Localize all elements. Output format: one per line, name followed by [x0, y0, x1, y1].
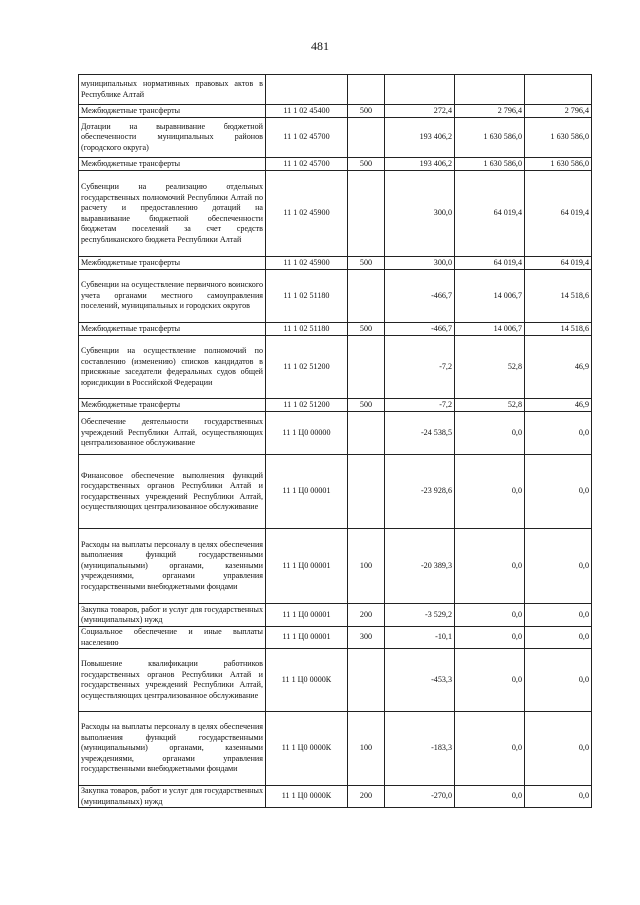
row-value-1-cell: 193 406,2 [385, 118, 455, 158]
row-value-2-cell: 64 019,4 [455, 171, 525, 257]
row-name-cell: Межбюджетные трансферты [79, 257, 266, 270]
row-code-cell: 11 1 02 51180 [266, 270, 348, 323]
row-value-1-cell: -24 538,5 [385, 412, 455, 455]
table-row [79, 270, 592, 323]
row-value-1-cell: -7,2 [385, 336, 455, 399]
row-expense-type-cell: 200 [348, 604, 385, 627]
row-expense-type-cell: 500 [348, 323, 385, 336]
row-name-cell: Закупка товаров, работ и услуг для государственных (муниципальных) нужд [79, 604, 266, 627]
row-value-2-cell: 1 630 586,0 [455, 158, 525, 171]
row-value-3-cell: 1 630 586,0 [525, 118, 592, 158]
table-row [79, 627, 592, 649]
row-expense-type-cell: 200 [348, 786, 385, 808]
table-row [79, 118, 592, 158]
row-value-3-cell: 0,0 [525, 604, 592, 627]
row-value-2-cell [455, 75, 525, 105]
row-value-1-cell [385, 75, 455, 105]
table-row [79, 75, 592, 105]
row-code-cell: 11 1 02 45900 [266, 257, 348, 270]
row-value-2-cell: 0,0 [455, 712, 525, 786]
table-row [79, 604, 592, 627]
row-value-3-cell: 0,0 [525, 786, 592, 808]
row-name-cell: Межбюджетные трансферты [79, 105, 266, 118]
row-value-1-cell: -23 928,6 [385, 455, 455, 529]
table-row [79, 336, 592, 399]
row-expense-type-cell [348, 455, 385, 529]
row-expense-type-cell: 500 [348, 399, 385, 412]
row-value-3-cell: 0,0 [525, 455, 592, 529]
row-name-cell: Расходы на выплаты персоналу в целях обеспечения выполнения функций государственными (муниципальными) органами, казенными учреждениями, органами управления государственными внебюджетными фондами [79, 529, 266, 604]
row-code-cell: 11 1 Ц0 0000К [266, 786, 348, 808]
row-expense-type-cell: 100 [348, 712, 385, 786]
row-expense-type-cell: 500 [348, 158, 385, 171]
row-name-cell: Социальное обеспечение и иные выплаты населению [79, 627, 266, 649]
row-value-2-cell: 52,8 [455, 399, 525, 412]
table-row [79, 412, 592, 455]
row-code-cell: 11 1 Ц0 00001 [266, 604, 348, 627]
row-expense-type-cell [348, 75, 385, 105]
row-name-cell: Финансовое обеспечение выполнения функций государственных органов Республики Алтай и государственных учреждений Республики Алтай, осуществляющих централизованное обслуживание [79, 455, 266, 529]
row-code-cell: 11 1 Ц0 00001 [266, 627, 348, 649]
row-code-cell: 11 1 02 45700 [266, 158, 348, 171]
row-code-cell: 11 1 02 45700 [266, 118, 348, 158]
row-value-1-cell: 300,0 [385, 257, 455, 270]
row-value-1-cell: -183,3 [385, 712, 455, 786]
row-value-3-cell: 0,0 [525, 412, 592, 455]
row-code-cell: 11 1 02 45400 [266, 105, 348, 118]
table-row [79, 257, 592, 270]
row-value-1-cell: 193 406,2 [385, 158, 455, 171]
row-value-1-cell: -10,1 [385, 627, 455, 649]
row-name-cell: Дотации на выравнивание бюджетной обеспеченности муниципальных районов (городского округа) [79, 118, 266, 158]
row-code-cell: 11 1 Ц0 00001 [266, 529, 348, 604]
row-expense-type-cell: 300 [348, 627, 385, 649]
table-row [79, 455, 592, 529]
row-expense-type-cell: 500 [348, 257, 385, 270]
table-row [79, 171, 592, 257]
row-name-cell: Расходы на выплаты персоналу в целях обеспечения выполнения функций государственными (муниципальными) органами, казенными учреждениями, органами управления государственными внебюджетными фондами [79, 712, 266, 786]
row-value-3-cell: 0,0 [525, 529, 592, 604]
row-name-cell: Субвенции на реализацию отдельных государственных полномочий Республики Алтай по расчету и предоставлению дотаций на выравнивание бюджетной обеспеченности бюджетам поселений за счет средств республиканского бюджета Республики Алтай [79, 171, 266, 257]
row-expense-type-cell: 500 [348, 105, 385, 118]
row-code-cell: 11 1 02 51200 [266, 336, 348, 399]
row-value-2-cell: 52,8 [455, 336, 525, 399]
row-code-cell: 11 1 Ц0 00001 [266, 455, 348, 529]
row-expense-type-cell [348, 270, 385, 323]
row-name-cell: Субвенции на осуществление полномочий по составлению (изменению) списков кандидатов в присяжные заседатели федеральных судов общей юрисдикции в Российской Федерации [79, 336, 266, 399]
row-value-2-cell: 1 630 586,0 [455, 118, 525, 158]
table-row [79, 786, 592, 808]
table-row [79, 529, 592, 604]
row-value-3-cell: 2 796,4 [525, 105, 592, 118]
row-name-cell: Межбюджетные трансферты [79, 158, 266, 171]
row-value-3-cell: 46,9 [525, 399, 592, 412]
row-value-3-cell: 0,0 [525, 627, 592, 649]
row-name-cell: Межбюджетные трансферты [79, 323, 266, 336]
row-code-cell: 11 1 02 51200 [266, 399, 348, 412]
row-value-3-cell [525, 75, 592, 105]
table-row [79, 399, 592, 412]
row-value-2-cell: 0,0 [455, 412, 525, 455]
row-value-3-cell: 0,0 [525, 649, 592, 712]
row-value-1-cell: -466,7 [385, 323, 455, 336]
row-code-cell [266, 75, 348, 105]
table-row [79, 105, 592, 118]
row-value-2-cell: 0,0 [455, 604, 525, 627]
table-row [79, 323, 592, 336]
row-value-1-cell: 300,0 [385, 171, 455, 257]
row-expense-type-cell [348, 171, 385, 257]
budget-table [78, 74, 592, 808]
row-name-cell: Обеспечение деятельности государственных учреждений Республики Алтай, осуществляющих централизованное обслуживание [79, 412, 266, 455]
row-value-2-cell: 0,0 [455, 529, 525, 604]
row-expense-type-cell [348, 118, 385, 158]
row-value-1-cell: -453,3 [385, 649, 455, 712]
row-value-1-cell: -3 529,2 [385, 604, 455, 627]
row-value-2-cell: 0,0 [455, 455, 525, 529]
row-code-cell: 11 1 Ц0 0000К [266, 712, 348, 786]
page-number: 481 [311, 39, 329, 53]
row-value-1-cell: 272,4 [385, 105, 455, 118]
row-value-1-cell: -20 389,3 [385, 529, 455, 604]
row-name-cell: Межбюджетные трансферты [79, 399, 266, 412]
row-expense-type-cell [348, 336, 385, 399]
row-name-cell: муниципальных нормативных правовых актов в Республике Алтай [79, 75, 266, 105]
row-value-1-cell: -270,0 [385, 786, 455, 808]
row-expense-type-cell: 100 [348, 529, 385, 604]
row-name-cell: Повышение квалификации работников государственных органов Республики Алтай и государственных учреждений Республики Алтай, осуществляющих централизованное обслуживание [79, 649, 266, 712]
row-value-1-cell: -466,7 [385, 270, 455, 323]
row-value-3-cell: 0,0 [525, 712, 592, 786]
row-name-cell: Закупка товаров, работ и услуг для государственных (муниципальных) нужд [79, 786, 266, 808]
row-value-1-cell: -7,2 [385, 399, 455, 412]
row-value-3-cell: 64 019,4 [525, 257, 592, 270]
table-row [79, 649, 592, 712]
row-value-2-cell: 0,0 [455, 627, 525, 649]
table-row [79, 712, 592, 786]
row-value-3-cell: 1 630 586,0 [525, 158, 592, 171]
row-name-cell: Субвенции на осуществление первичного воинского учета органами местного самоуправления поселений, муниципальных и городских округов [79, 270, 266, 323]
row-value-3-cell: 14 518,6 [525, 270, 592, 323]
row-value-3-cell: 64 019,4 [525, 171, 592, 257]
row-value-3-cell: 46,9 [525, 336, 592, 399]
row-value-2-cell: 14 006,7 [455, 270, 525, 323]
row-value-3-cell: 14 518,6 [525, 323, 592, 336]
row-expense-type-cell [348, 412, 385, 455]
row-expense-type-cell [348, 649, 385, 712]
row-code-cell: 11 1 02 51180 [266, 323, 348, 336]
row-value-2-cell: 64 019,4 [455, 257, 525, 270]
row-value-2-cell: 0,0 [455, 786, 525, 808]
table-row [79, 158, 592, 171]
row-value-2-cell: 2 796,4 [455, 105, 525, 118]
row-code-cell: 11 1 Ц0 0000К [266, 649, 348, 712]
budget-table-body [79, 75, 592, 808]
row-code-cell: 11 1 Ц0 00000 [266, 412, 348, 455]
row-value-2-cell: 0,0 [455, 649, 525, 712]
row-code-cell: 11 1 02 45900 [266, 171, 348, 257]
row-value-2-cell: 14 006,7 [455, 323, 525, 336]
